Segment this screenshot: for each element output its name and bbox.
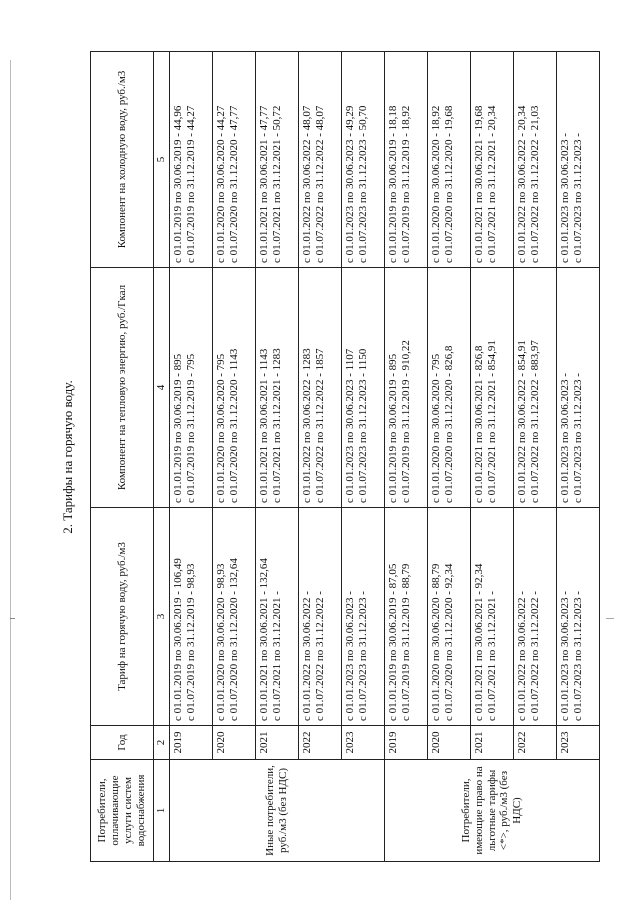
period-line: с 01.07.2023 по 31.12.2023 - bbox=[571, 133, 584, 263]
cold-water-cell bbox=[213, 52, 256, 268]
table-row bbox=[514, 52, 557, 862]
period-line: с 01.07.2021 по 31.12.2021 - bbox=[485, 591, 498, 721]
scan-mark bbox=[10, 618, 15, 619]
table-row bbox=[170, 52, 213, 862]
period-line: с 01.07.2019 по 31.12.2019 - 88,79 bbox=[399, 563, 412, 721]
period-line: с 01.01.2021 по 30.06.2021 - 47,77 bbox=[258, 105, 270, 263]
cold-water-cell bbox=[385, 52, 428, 268]
hot-water-cell bbox=[342, 508, 385, 726]
period-line: с 01.01.2019 по 30.06.2019 - 44,96 bbox=[172, 105, 184, 263]
period-line: с 01.01.2021 по 30.06.2021 - 1143 bbox=[258, 348, 270, 503]
tariff-table bbox=[90, 51, 600, 862]
period-line: с 01.01.2023 по 30.06.2023 - bbox=[559, 591, 571, 721]
year-cell: 2021 bbox=[471, 726, 514, 760]
period-line: с 01.01.2020 по 30.06.2020 - 98,93 bbox=[215, 563, 227, 721]
heat-cell bbox=[342, 268, 385, 508]
heat-cell bbox=[514, 268, 557, 508]
period-line: с 01.01.2023 по 30.06.2023 - bbox=[559, 373, 571, 503]
cold-water-cell bbox=[299, 52, 342, 268]
section-heading: 2. Тарифы на горячую воду. bbox=[60, 380, 75, 534]
year-cell: 2023 bbox=[557, 726, 600, 760]
period-line: с 01.07.2022 по 31.12.2022 - 21,03 bbox=[528, 105, 541, 263]
consumer-group-label: Потребители, имеющие право на льготные тарифы <*>, руб./м3 (без НДС) bbox=[385, 760, 600, 862]
table-row bbox=[299, 52, 342, 862]
period-line: с 01.07.2019 по 31.12.2019 - 18,92 bbox=[399, 105, 412, 263]
column-number: 3 bbox=[154, 508, 170, 726]
header-cold-water: Компонент на холодную воду, руб./м3 bbox=[91, 52, 154, 268]
period-line: с 01.07.2020 по 31.12.2020 - 1143 bbox=[227, 348, 240, 503]
rotated-page bbox=[58, 52, 604, 862]
hot-water-cell bbox=[385, 508, 428, 726]
column-number: 5 bbox=[154, 52, 170, 268]
year-cell: 2022 bbox=[514, 726, 557, 760]
period-line: с 01.01.2022 по 30.06.2022 - 854,91 bbox=[516, 340, 528, 503]
period-line: с 01.07.2020 по 31.12.2020 - 132,64 bbox=[227, 558, 240, 721]
hot-water-cell bbox=[557, 508, 600, 726]
period-line: с 01.01.2021 по 30.06.2021 - 19,68 bbox=[473, 105, 485, 263]
cold-water-cell bbox=[514, 52, 557, 268]
table-row bbox=[256, 52, 299, 862]
year-cell: 2020 bbox=[428, 726, 471, 760]
period-line: с 01.01.2023 по 30.06.2023 - bbox=[344, 591, 356, 721]
heat-cell bbox=[428, 268, 471, 508]
hot-water-cell bbox=[428, 508, 471, 726]
heat-cell bbox=[213, 268, 256, 508]
header-row bbox=[91, 52, 154, 862]
period-line: с 01.07.2023 по 31.12.2023 - bbox=[356, 591, 369, 721]
hot-water-cell bbox=[213, 508, 256, 726]
period-line: с 01.01.2020 по 30.06.2020 - 88,79 bbox=[430, 563, 442, 721]
period-line: с 01.01.2021 по 30.06.2021 - 92,34 bbox=[473, 563, 485, 721]
period-line: с 01.01.2023 по 30.06.2023 - 1107 bbox=[344, 348, 356, 503]
period-line: с 01.01.2021 по 30.06.2021 - 132,64 bbox=[258, 558, 270, 721]
period-line: с 01.07.2019 по 31.12.2019 - 44,27 bbox=[184, 105, 197, 263]
heat-cell bbox=[256, 268, 299, 508]
heat-cell bbox=[557, 268, 600, 508]
column-number: 2 bbox=[154, 726, 170, 760]
period-line: с 01.07.2021 по 31.12.2021 - 50,72 bbox=[270, 105, 283, 263]
period-line: с 01.07.2022 по 31.12.2022 - 48,07 bbox=[313, 105, 326, 263]
period-line: с 01.01.2022 по 30.06.2022 - 48,07 bbox=[301, 105, 313, 263]
hot-water-cell bbox=[471, 508, 514, 726]
header-year: Год bbox=[91, 726, 154, 760]
heat-cell bbox=[385, 268, 428, 508]
period-line: с 01.01.2020 по 30.06.2020 - 44,27 bbox=[215, 105, 227, 263]
cold-water-cell bbox=[557, 52, 600, 268]
period-line: с 01.07.2022 по 31.12.2022 - 883,97 bbox=[528, 340, 541, 503]
period-line: с 01.01.2019 по 30.06.2019 - 87,05 bbox=[387, 563, 399, 721]
hot-water-cell bbox=[299, 508, 342, 726]
year-cell: 2019 bbox=[385, 726, 428, 760]
table-row bbox=[428, 52, 471, 862]
table-row bbox=[557, 52, 600, 862]
hot-water-cell bbox=[170, 508, 213, 726]
cold-water-cell bbox=[471, 52, 514, 268]
period-line: с 01.01.2023 по 30.06.2023 - 49,29 bbox=[344, 105, 356, 263]
period-line: с 01.07.2021 по 31.12.2021 - 1283 bbox=[270, 348, 283, 503]
period-line: с 01.07.2023 по 31.12.2023 - bbox=[571, 373, 584, 503]
period-line: с 01.07.2023 по 31.12.2023 - 1150 bbox=[356, 348, 369, 503]
table-row bbox=[385, 52, 428, 862]
period-line: с 01.07.2020 по 31.12.2020 - 19,68 bbox=[442, 105, 455, 263]
cold-water-cell bbox=[256, 52, 299, 268]
column-number-row bbox=[154, 52, 170, 862]
period-line: с 01.07.2021 по 31.12.2021 - 20,34 bbox=[485, 105, 498, 263]
period-line: с 01.01.2023 по 30.06.2023 - bbox=[559, 133, 571, 263]
period-line: с 01.07.2021 по 31.12.2021 - bbox=[270, 591, 283, 721]
period-line: с 01.07.2021 по 31.12.2021 - 854,91 bbox=[485, 340, 498, 503]
table-row bbox=[213, 52, 256, 862]
period-line: с 01.07.2020 по 31.12.2020 - 92,34 bbox=[442, 563, 455, 721]
table-row bbox=[471, 52, 514, 862]
cold-water-cell bbox=[428, 52, 471, 268]
period-line: с 01.01.2021 по 30.06.2021 - 826,8 bbox=[473, 345, 485, 503]
period-line: с 01.07.2023 по 31.12.2023 - 50,70 bbox=[356, 105, 369, 263]
period-line: с 01.01.2019 по 30.06.2019 - 895 bbox=[172, 353, 184, 503]
period-line: с 01.07.2022 по 31.12.2022 - bbox=[313, 591, 326, 721]
year-cell: 2020 bbox=[213, 726, 256, 760]
period-line: с 01.01.2020 по 30.06.2020 - 795 bbox=[430, 353, 442, 503]
period-line: с 01.01.2020 по 30.06.2020 - 795 bbox=[215, 353, 227, 503]
period-line: с 01.07.2023 по 31.12.2023 - bbox=[571, 591, 584, 721]
period-line: с 01.01.2019 по 30.06.2019 - 106,49 bbox=[172, 558, 184, 721]
consumer-group-label: Иные потребители, руб./м3 (без НДС) bbox=[170, 760, 385, 862]
period-line: с 01.01.2022 по 30.06.2022 - bbox=[516, 591, 528, 721]
hot-water-cell bbox=[256, 508, 299, 726]
scan-edge bbox=[10, 60, 11, 900]
period-line: с 01.07.2019 по 31.12.2019 - 98,93 bbox=[184, 563, 197, 721]
period-line: с 01.07.2019 по 31.12.2019 - 795 bbox=[184, 353, 197, 503]
table-row bbox=[342, 52, 385, 862]
period-line: с 01.07.2019 по 31.12.2019 - 910,22 bbox=[399, 340, 412, 503]
period-line: с 01.01.2020 по 30.06.2020 - 18,92 bbox=[430, 105, 442, 263]
heat-cell bbox=[170, 268, 213, 508]
period-line: с 01.01.2022 по 30.06.2022 - 20,34 bbox=[516, 105, 528, 263]
header-hot-water: Тариф на горячую воду, руб./м3 bbox=[91, 508, 154, 726]
year-cell: 2019 bbox=[170, 726, 213, 760]
heat-cell bbox=[471, 268, 514, 508]
cold-water-cell bbox=[342, 52, 385, 268]
year-cell: 2023 bbox=[342, 726, 385, 760]
hot-water-cell bbox=[514, 508, 557, 726]
column-number: 4 bbox=[154, 268, 170, 508]
scan-mark bbox=[606, 618, 614, 619]
column-number: 1 bbox=[154, 760, 170, 862]
year-cell: 2021 bbox=[256, 726, 299, 760]
period-line: с 01.01.2019 по 30.06.2019 - 895 bbox=[387, 353, 399, 503]
period-line: с 01.01.2022 по 30.06.2022 - bbox=[301, 591, 313, 721]
period-line: с 01.07.2020 по 31.12.2020 - 826,8 bbox=[442, 345, 455, 503]
year-cell: 2022 bbox=[299, 726, 342, 760]
period-line: с 01.07.2022 по 31.12.2022 - bbox=[528, 591, 541, 721]
heat-cell bbox=[299, 268, 342, 508]
header-heat: Компонент на тепловую энергию, руб./Гкал bbox=[91, 268, 154, 508]
period-line: с 01.07.2022 по 31.12.2022 - 1857 bbox=[313, 348, 326, 503]
header-consumers: Потребители, оплачивающие услуги систем водоснабжения bbox=[91, 760, 154, 862]
period-line: с 01.01.2019 по 30.06.2019 - 18,18 bbox=[387, 105, 399, 263]
period-line: с 01.01.2022 по 30.06.2022 - 1283 bbox=[301, 348, 313, 503]
cold-water-cell bbox=[170, 52, 213, 268]
period-line: с 01.07.2020 по 31.12.2020 - 47,77 bbox=[227, 105, 240, 263]
